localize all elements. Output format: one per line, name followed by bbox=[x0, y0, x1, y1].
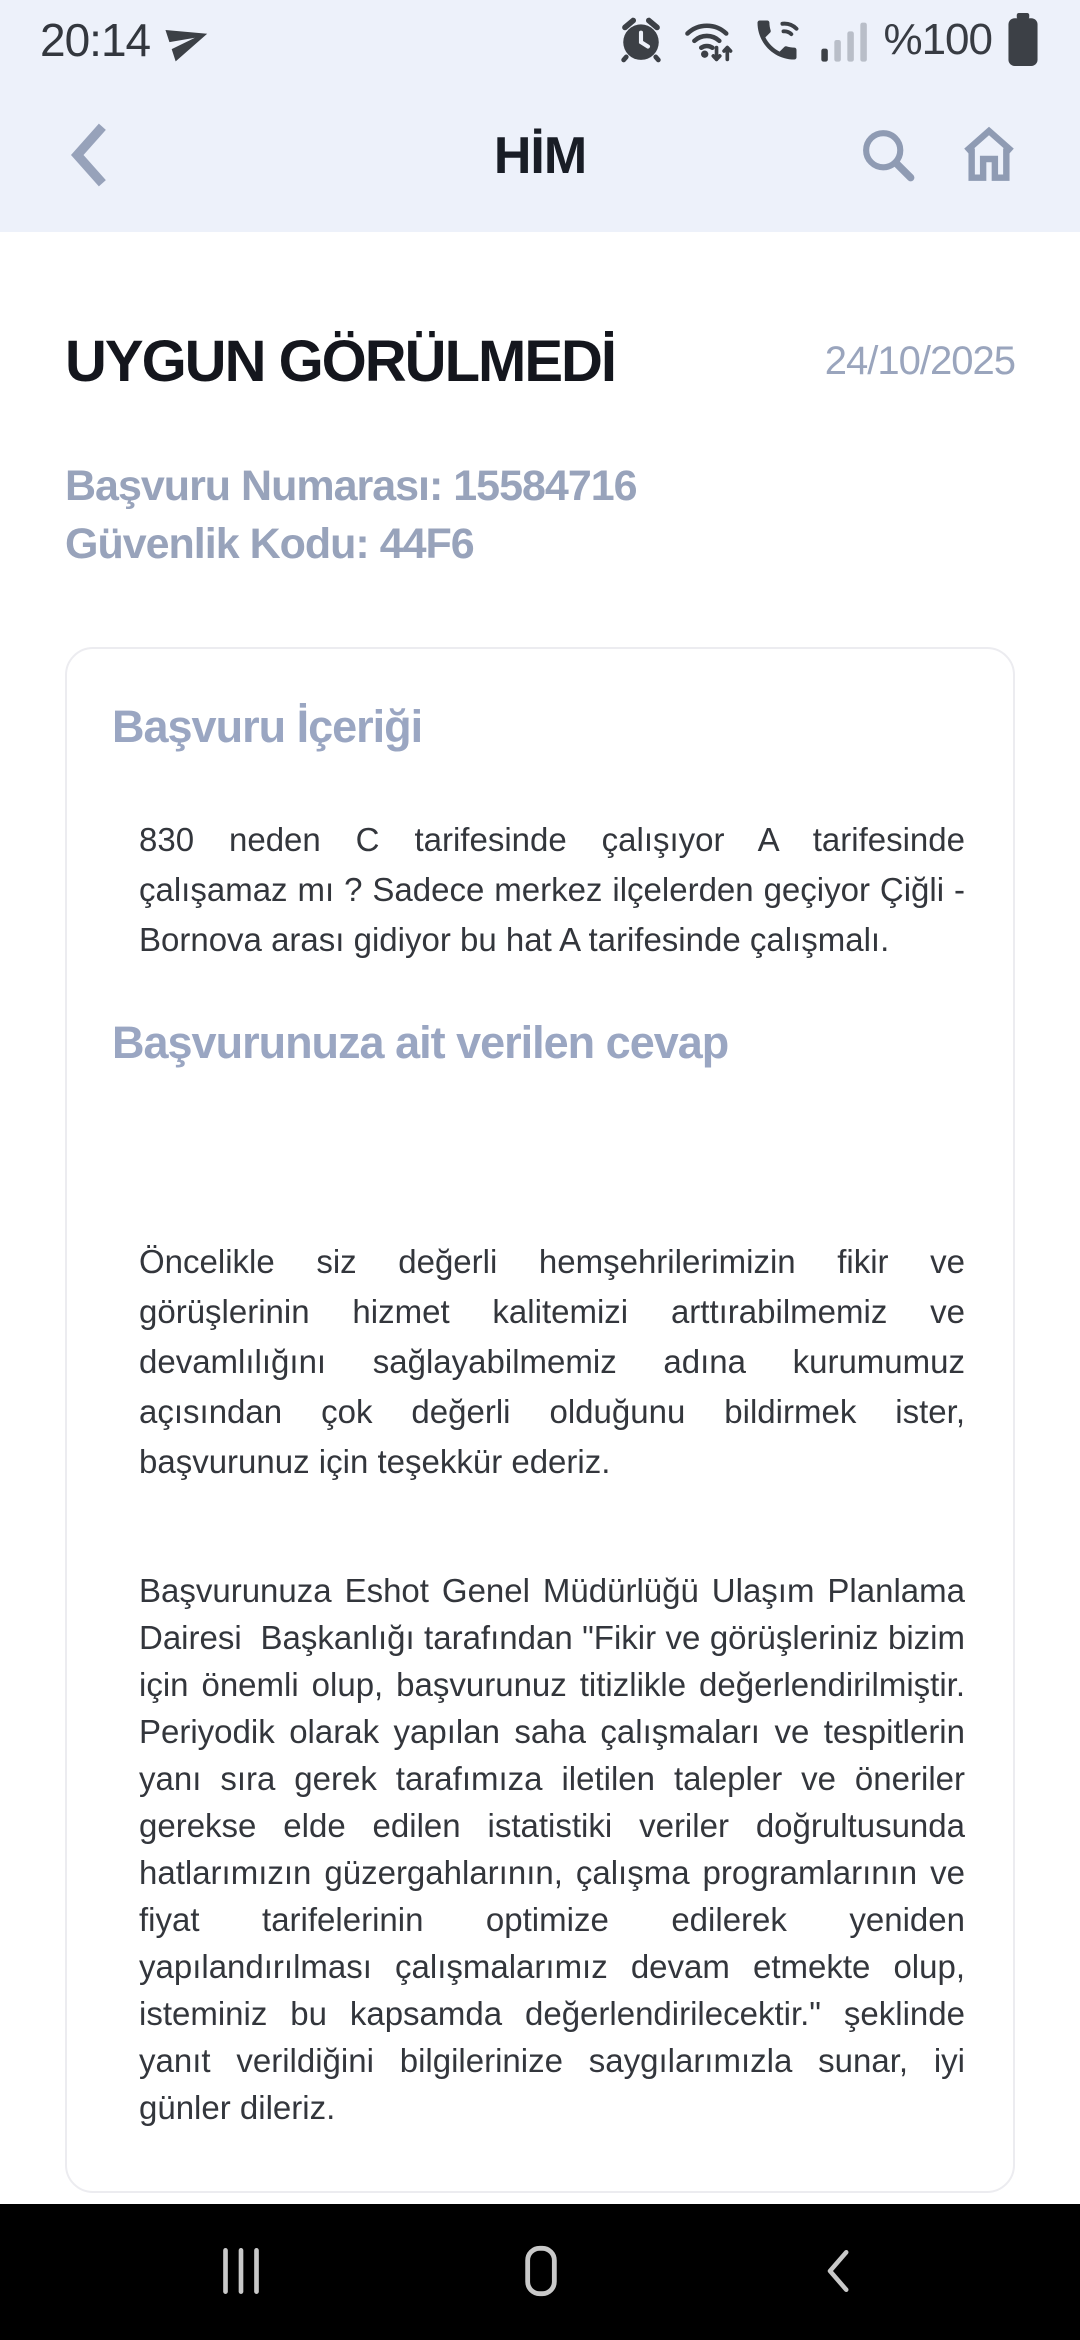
answer-section-heading: Başvurunuza ait verilen cevap bbox=[112, 1017, 729, 1068]
application-number bbox=[65, 457, 1015, 515]
page-header-title: HİM bbox=[493, 127, 587, 185]
battery-percent: %100 bbox=[883, 15, 992, 64]
application-number-value: 15584716 bbox=[453, 462, 637, 510]
content-section-heading: Başvuru İçeriği bbox=[112, 701, 423, 752]
search-icon bbox=[856, 123, 920, 190]
clock-time: 20:14 bbox=[40, 14, 151, 66]
security-code bbox=[65, 515, 1015, 573]
application-meta bbox=[65, 457, 1015, 573]
telegram-send-icon bbox=[166, 18, 210, 62]
search-button[interactable] bbox=[856, 123, 920, 190]
home-button[interactable] bbox=[956, 123, 1022, 190]
home-pill-icon bbox=[509, 2239, 573, 2306]
battery-icon bbox=[1006, 13, 1040, 67]
answer-paragraph: Öncelikle siz değerli hemşehrilerimizin fikir ve görüşlerinin hizmet kalitemizi arttırabilmemiz ve devamlılığını sağlayabilmemiz adına kurumumuz açısından çok değerli olduğunu bildirmek ister, başvurunuz için teşekkür ederiz. bbox=[139, 1243, 975, 1480]
application-date: 24/10/2025 bbox=[824, 339, 1015, 383]
application-card bbox=[65, 647, 1015, 2193]
security-code-value: 44F6 bbox=[379, 520, 474, 568]
home-nav-button[interactable] bbox=[509, 2239, 573, 2306]
wifi-calling-icon bbox=[751, 14, 803, 66]
home-icon bbox=[956, 123, 1022, 190]
recents-button[interactable] bbox=[210, 2240, 272, 2305]
security-code-label: Güvenlik Kodu: bbox=[65, 520, 369, 568]
answer-paragraph: Başvurunuza Eshot Genel Müdürlüğü Ulaşım Planlama Dairesi Başkanlığı tarafından "Fikir ve görüşleriniz bizim için önemli olup, başvurunuz titizlikle değerlendirilmiştir. Periyodik olarak yapılan saha çalışmaları ve tespitlerin yanı sıra gerek tarafımıza iletilen talepler ve öneriler gerekse elde edilen istatistiki veriler doğrultusunda hatlarımızın güzergahlarının, çalışma programlarının ve fiyat tarifelerinin optimize edilerek yeniden yapılandırılması çalışmalarımız devam etmekte olup, isteminiz bu kapsamda değerlendirilecektir." şeklinde yanıt verildiğini bilgilerinize saygılarımızla sunar, iyi günler dileriz. bbox=[139, 1572, 975, 2126]
recents-icon bbox=[210, 2240, 272, 2305]
app-bar bbox=[0, 80, 1080, 232]
application-content-text: 830 neden C tarifesinde çalışıyor A tarifesinde çalışamaz mı ? Sadece merkez ilçelerden geçiyor Çiğli - Bornova arası gidiyor bu hat A tarifesinde çalışmalı. bbox=[139, 821, 975, 958]
page-title: UYGUN GÖRÜLMEDİ bbox=[65, 329, 615, 394]
signal-bars-icon bbox=[817, 14, 869, 66]
status-bar bbox=[0, 0, 1080, 80]
android-navigation-bar bbox=[0, 2204, 1080, 2340]
content-area bbox=[0, 328, 1080, 2193]
wifi-updown-icon bbox=[681, 14, 737, 66]
back-icon bbox=[810, 2241, 870, 2304]
alarm-icon bbox=[615, 14, 667, 66]
application-number-label: Başvuru Numarası: bbox=[65, 462, 443, 510]
back-nav-button[interactable] bbox=[810, 2241, 870, 2304]
